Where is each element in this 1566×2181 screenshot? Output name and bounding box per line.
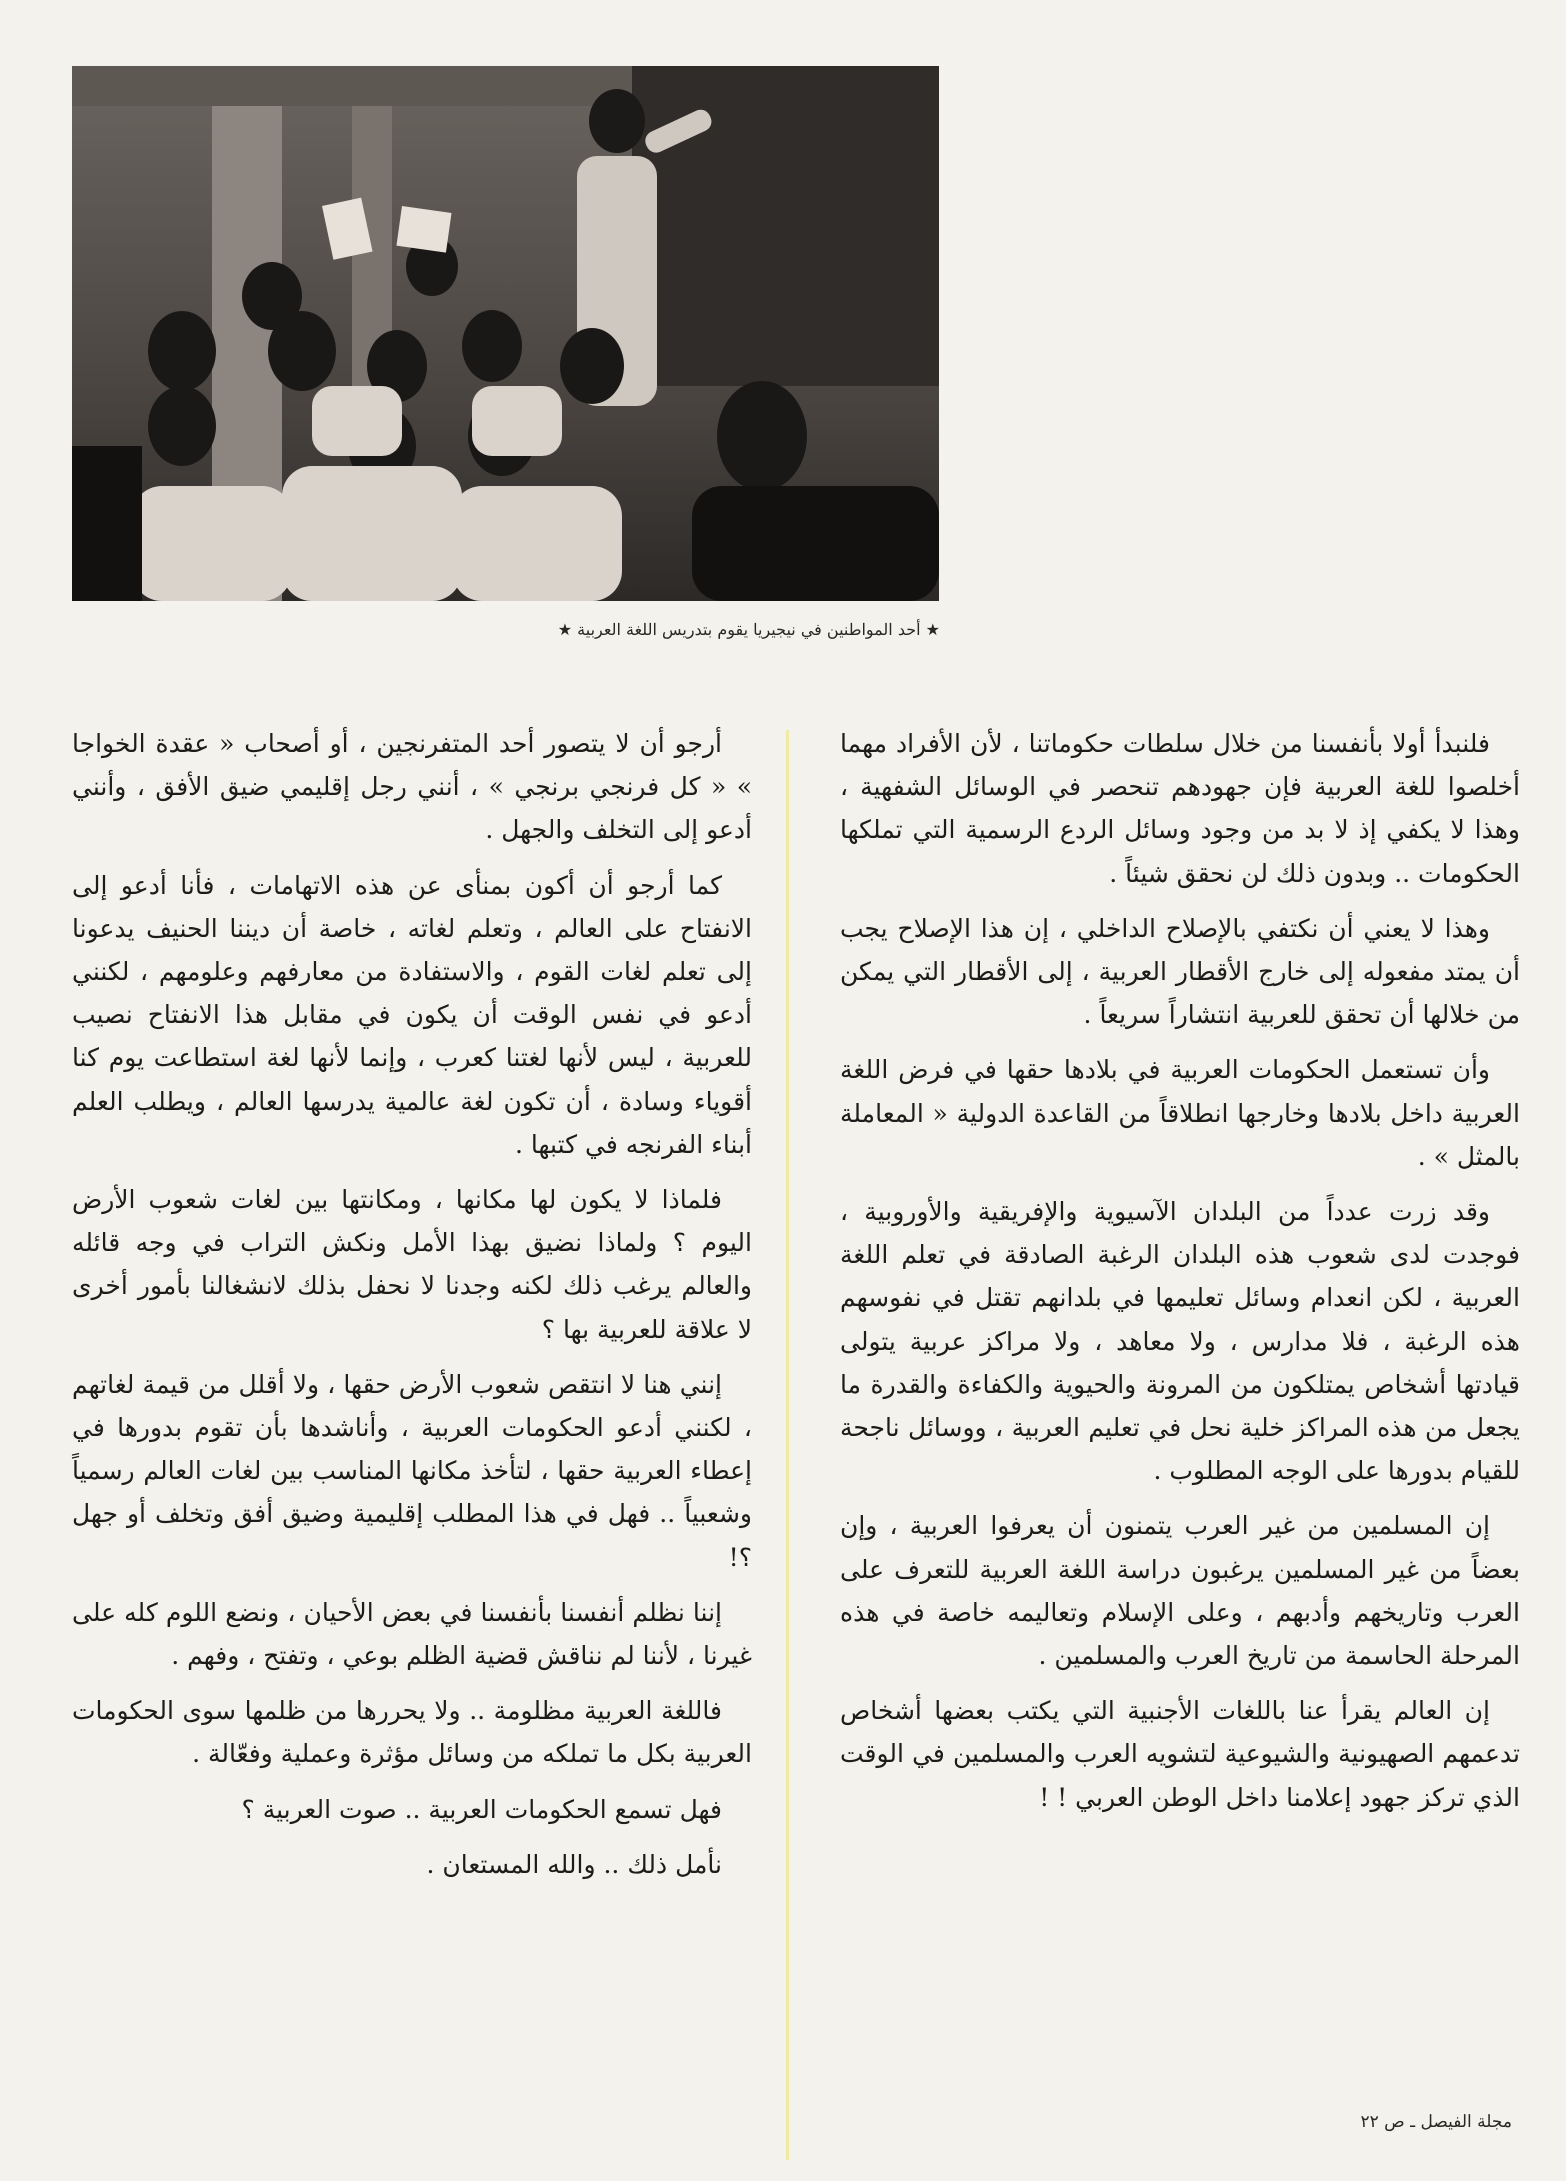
article-column-right bbox=[840, 722, 1520, 1831]
paragraph: فاللغة العربية مظلومة .. ولا يحررها من ظلمها سوى الحكومات العربية بكل ما تملكه من وسائل مؤثرة وعملية وفعّالة . bbox=[72, 1696, 752, 1769]
paragraph: فهل تسمع الحكومات العربية .. صوت العربية ؟ bbox=[241, 1794, 722, 1824]
article-column-left bbox=[72, 722, 752, 1898]
paragraph: إننا نظلم أنفسنا بأنفسنا في بعض الأحيان ، ونضع اللوم كله على غيرنا ، لأننا لم نناقش قضية الظلم بوعي ، وتفتح ، وفهم . bbox=[72, 1597, 752, 1671]
photo-caption: ★ أحد المواطنين في نيجيريا يقوم بتدريس اللغة العربية ★ bbox=[557, 620, 940, 639]
paragraph: فلنبدأ أولا بأنفسنا من خلال سلطات حكوماتنا ، لأن الأفراد مهما أخلصوا للغة العربية فإن جهودهم تنحصر في الوسائل الشفهية ، وهذا لا يكفي إذ لا بد من وجود وسائل الردع الرسمية التي تملكها الحكومات .. وبدون ذلك لن نحقق شيئاً . bbox=[840, 729, 1520, 888]
page-footer: مجلة الفيصل ـ ص ٢٢ bbox=[1360, 2112, 1512, 2132]
paragraph: إن العالم يقرأ عنا باللغات الأجنبية التي يكتب بعضها أشخاص تدعمهم الصهيونية والشيوعية لتشويه العرب والمسلمين في الوقت الذي تركز جهود إعلامنا داخل الوطن العربي ! ! bbox=[840, 1696, 1520, 1812]
classroom-photo-icon bbox=[72, 66, 939, 601]
paragraph: وقد زرت عدداً من البلدان الآسيوية والإفريقية والأوروبية ، فوجدت لدى شعوب هذه البلدان الرغبة الصادقة في تعلم اللغة العربية ، لكن انعدام وسائل تعليمها في بلدانهم تقتل في نفوسهم هذه الرغبة ، فلا مدارس ، ولا معاهد ، ولا مراكز عربية يتولى قيادتها أشخاص يمتلكون من المرونة والحيوية والكفاءة والقدرة ما يجعل من هذه المراكز خلية نحل في تعليم العربية ، ووسائل ناجحة للقيام بدورها على الوجه المطلوب . bbox=[840, 1197, 1520, 1486]
paragraph: كما أرجو أن أكون بمنأى عن هذه الاتهامات ، فأنا أدعو إلى الانفتاح على العالم ، وتعلم لغاته ، خاصة أن ديننا الحنيف يدعونا إلى تعلم لغات القوم ، والاستفادة من معارفهم وعلومهم ، لكنني أدعو في نفس الوقت أن يكون في مقابل هذا الانفتاح نصيب للعربية ، ليس لأنها لغتنا كعرب ، وإنما لأنها لغة استطاعت يوم كنا أقوياء وسادة ، أن تكون لغة عالمية يدرسها العالم ، ويطلب العلم أبناء الفرنجه في كتبها . bbox=[72, 870, 752, 1159]
paragraph: إنني هنا لا انتقص شعوب الأرض حقها ، ولا أقلل من قيمة لغاتهم ، لكنني أدعو الحكومات العربية ، وأناشدها بأن تقوم بدورها في إعطاء العربية حقها ، لتأخذ مكانها المناسب بين لغات العالم رسمياً وشعبياً .. فهل في هذا المطلب إقليمية وضيق أفق وتخلف أو جهل ؟! bbox=[72, 1369, 752, 1572]
paragraph: إن المسلمين من غير العرب يتمنون أن يعرفوا العربية ، وإن بعضاً من غير المسلمين يرغبون دراسة اللغة العربية للتعرف على العرب وتاريخهم وأدبهم ، وعلى الإسلام وتعاليمه خاصة في هذه المرحلة الحاسمة من تاريخ العرب والمسلمين . bbox=[840, 1511, 1520, 1671]
paragraph: فلماذا لا يكون لها مكانها ، ومكانتها بين لغات شعوب الأرض اليوم ؟ ولماذا نضيق بهذا الأمل ونكش التراب في وجه قائله والعالم يرغب ذلك لكنه وجدنا لا نحفل بذلك لانشغالنا بأمور أخرى لا علاقة للعربية بها ؟ bbox=[72, 1185, 752, 1344]
paragraph: وهذا لا يعني أن نكتفي بالإصلاح الداخلي ، إن هذا الإصلاح يجب أن يمتد مفعوله إلى خارج الأقطار العربية ، إلى الأقطار التي يمكن من خلالها أن تحقق للعربية انتشاراً سريعاً . bbox=[840, 913, 1520, 1030]
classroom-photo bbox=[72, 66, 939, 601]
column-divider bbox=[786, 730, 789, 2160]
paragraph: نأمل ذلك .. والله المستعان . bbox=[426, 1849, 722, 1879]
paragraph: وأن تستعمل الحكومات العربية في بلادها حقها في فرض اللغة العربية داخل بلادها وخارجها انطلاقاً من القاعدة الدولية « المعاملة بالمثل » . bbox=[840, 1055, 1520, 1171]
paragraph: أرجو أن لا يتصور أحد المتفرنجين ، أو أصحاب « عقدة الخواجا » « كل فرنجي برنجي » ، أنني رجل إقليمي ضيق الأفق ، وأنني أدعو إلى التخلف والجهل . bbox=[72, 729, 752, 845]
